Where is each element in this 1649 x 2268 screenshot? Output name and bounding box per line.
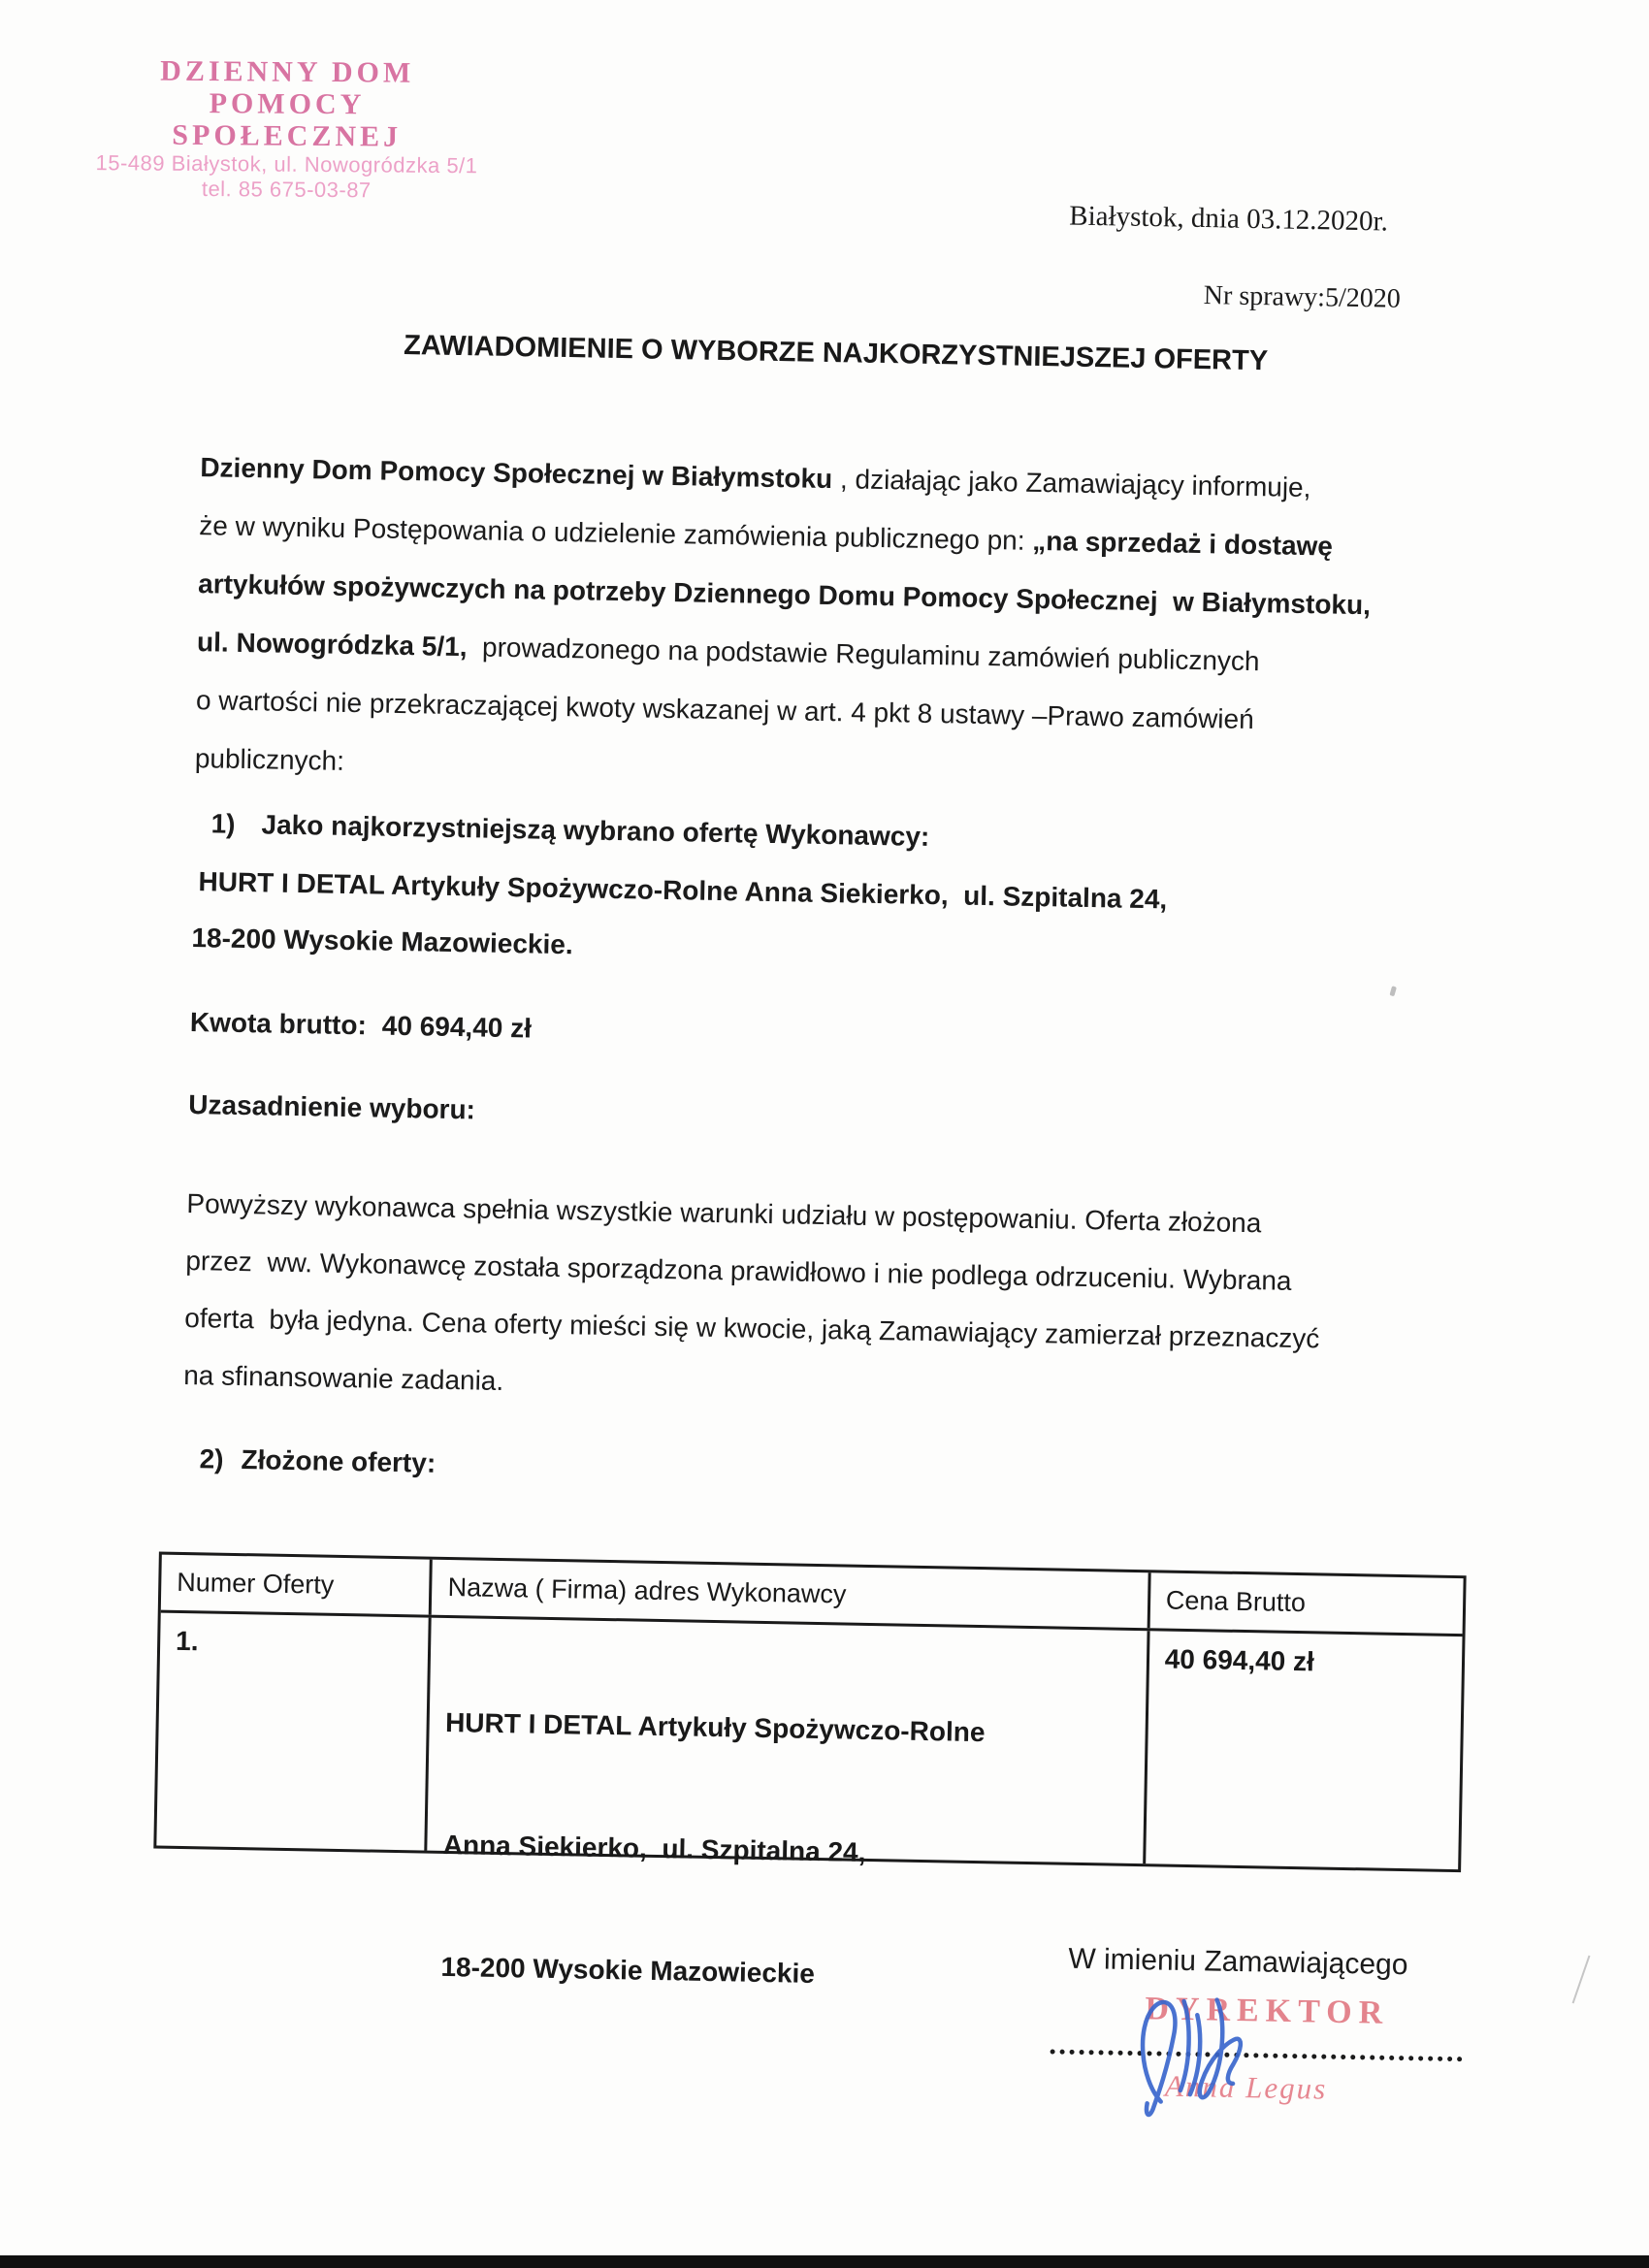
- winner-line-1: HURT I DETAL Artykuły Spożywczo-Rolne Anna Siekierko, ul. Szpitalna 24,: [198, 866, 1168, 915]
- case-number: Nr sprawy:5/2020: [1203, 280, 1402, 314]
- winner-line-2: 18-200 Wysokie Mazowieckie.: [191, 923, 573, 960]
- scan-bottom-edge: [0, 2255, 1649, 2268]
- company-line-2: Anna Siekierko, ul. Szpitalna 24,: [442, 1829, 866, 1867]
- intro-line-5: o wartości nie przekraczającej kwoty wskazanej w art. 4 pkt 8 ustawy –Prawo zamówień: [195, 685, 1255, 735]
- intro-line-1-bold: Dzienny Dom Pomocy Społecznej w Białymstoku: [200, 452, 833, 495]
- justification-line-3: oferta była jedyna. Cena oferty mieści się w kwocie, jaką Zamawiający zamierzał przeznaczyć: [184, 1302, 1320, 1354]
- intro-line-2-bold: „na sprzedaż i dostawę: [1032, 525, 1334, 562]
- intro-line-4-rest: prowadzonego na podstawie Regulaminu zamówień publicznych: [467, 632, 1260, 677]
- handwritten-signature-icon: [1131, 1981, 1289, 2124]
- justification-line-2: przez ww. Wykonawcę została sporządzona prawidłowo i nie podlega odrzuceniu. Wybrana: [185, 1245, 1292, 1296]
- intro-line-4: [197, 627, 1260, 677]
- document-title: ZAWIADOMIENIE O WYBORZE NAJKORZYSTNIEJSZEJ OFERTY: [403, 329, 1269, 377]
- intro-line-6: publicznych:: [194, 743, 345, 776]
- stamp-org-line1: DZIENNY DOM: [160, 54, 415, 89]
- scan-edge-mark: [1572, 1956, 1591, 2004]
- item1-number: 1): [210, 808, 236, 839]
- scan-speck: [1389, 986, 1397, 996]
- date-line: Białystok, dnia 03.12.2020r.: [1068, 200, 1389, 238]
- intro-line-4-bold: ul. Nowogródzka 5/1,: [196, 627, 468, 663]
- item1-text: Jako najkorzystniejszą wybrano ofertę Wykonawcy:: [261, 809, 930, 852]
- intro-line-1-rest: , działając jako Zamawiający informuje,: [831, 464, 1311, 503]
- company-line-3: 18-200 Wysokie Mazowieckie: [440, 1951, 816, 1989]
- stamp-org-line2: POMOCY SPOŁECZNEJ: [172, 87, 403, 153]
- header-cell-company: Nazwa ( Firma) adres Wykonawcy: [432, 1560, 1150, 1629]
- cell-offer-number: 1.: [156, 1613, 432, 1851]
- cell-gross-price: 40 694,40 zł: [1164, 1643, 1315, 1677]
- intro-line-2: [199, 510, 1333, 563]
- item2-text: Złożone oferty:: [241, 1444, 436, 1478]
- gross-amount-value: 40 694,40 zł: [381, 1010, 533, 1044]
- header-cell-gross-price: Cena Brutto: [1165, 1585, 1307, 1618]
- institution-stamp: [92, 54, 481, 204]
- justification-line-1: Powyższy wykonawca spełnia wszystkie warunki udziału w postępowaniu. Oferta złożona: [186, 1187, 1262, 1239]
- director-stamp-name: Anna Legus: [1164, 2068, 1328, 2106]
- gross-amount-line: [190, 1007, 533, 1045]
- intro-line-2-rest: że w wyniku Postępowania o udzielenie zamówienia publicznego pn:: [199, 510, 1033, 556]
- header-cell-offer-number: Numer Oferty: [161, 1555, 433, 1615]
- item2-heading: [199, 1443, 436, 1479]
- cell-company: [428, 1618, 1150, 1989]
- justification-heading: Uzasadnienie wyboru:: [188, 1089, 476, 1125]
- stamp-address: 15-489 Białystok, ul. Nowogródzka 5/1: [95, 150, 478, 178]
- company-line-1: HURT I DETAL Artykuły Spożywczo-Rolne: [444, 1706, 986, 1748]
- intro-line-1: [200, 452, 1311, 503]
- on-behalf-label: W imieniu Zamawiającego: [1068, 1942, 1408, 1982]
- justification-line-4: na sfinansowanie zadania.: [182, 1359, 504, 1397]
- item1-heading: [210, 808, 929, 853]
- gross-amount-label: Kwota brutto:: [189, 1007, 368, 1041]
- director-stamp-title: DYREKTOR: [1145, 1991, 1390, 2031]
- item2-number: 2): [199, 1443, 224, 1474]
- intro-line-3: artykułów spożywczych na potrzeby Dziennego Domu Pomocy Społecznej w Białymstoku,: [197, 568, 1372, 621]
- stamp-phone: tel. 85 675-03-87: [201, 177, 372, 203]
